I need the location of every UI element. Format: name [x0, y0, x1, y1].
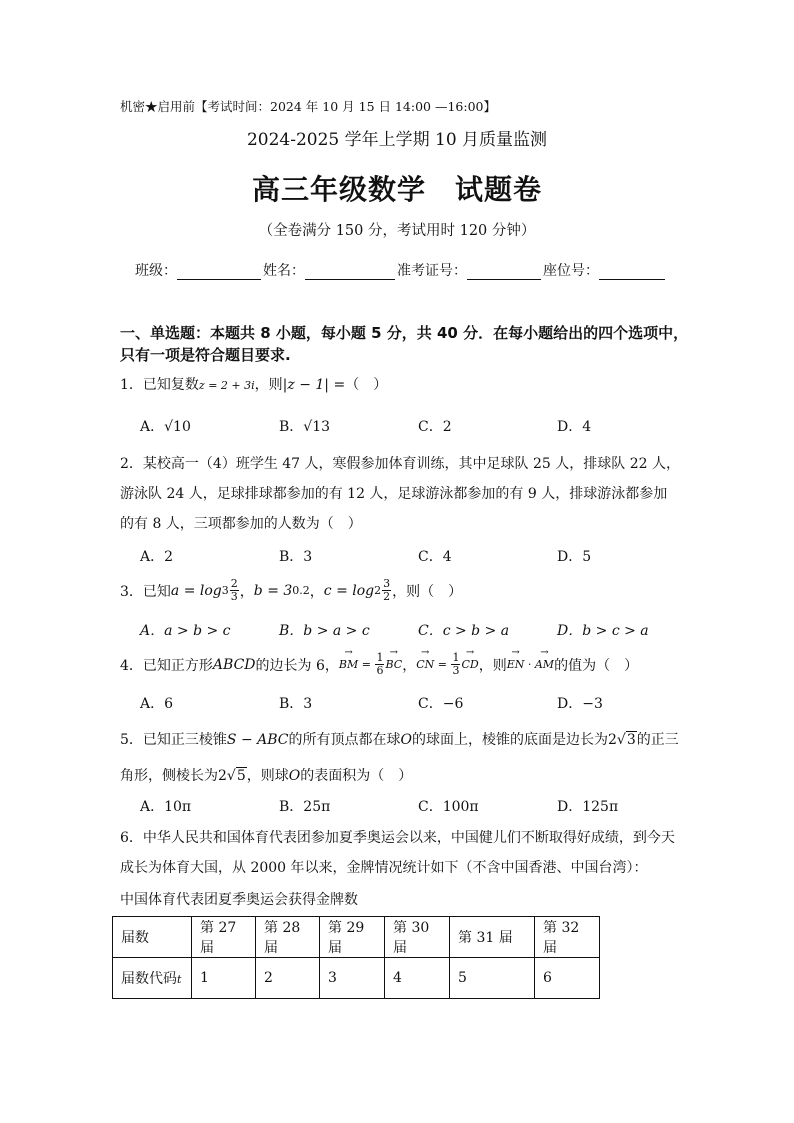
q4-prefix: 4．已知正方形 — [120, 657, 213, 674]
table-caption: 中国体育代表团夏季奥运会获得金牌数 — [120, 892, 358, 908]
q5-pyramid: S − ABC — [226, 732, 289, 748]
question-3: 3．已知 a = log 3 $\frac{2}{3}$ ， b = 3 0.2 ， c = log 2 $\frac{3}{2}$ ，则（ ） — [120, 577, 463, 603]
q2-option-d[interactable]: D．5 — [557, 549, 592, 565]
table-cell: 第 31 届 — [450, 917, 535, 958]
q3-a-base: 3 — [221, 584, 229, 597]
q4-vec-am: → AM — [535, 658, 554, 671]
q3-option-c[interactable]: C．c > b > a — [418, 623, 510, 639]
q2-options — [140, 546, 696, 566]
exam-id-blank[interactable] — [467, 265, 541, 280]
section-heading: 一、单选题：本题共 8 小题，每小题 5 分，共 40 分．在每小题给出的四个选项中，只有一项是符合题目要求. — [120, 324, 689, 364]
q5-prefix: 5．已知正三棱锥 — [120, 732, 227, 748]
class-label: 班级： — [135, 263, 177, 279]
table-cell: 3 — [320, 958, 385, 999]
q3-c-expr: c = log — [323, 582, 375, 599]
q1-prefix: 1．已知复数 — [120, 377, 199, 393]
name-label: 姓名： — [263, 263, 305, 279]
q5-option-c[interactable]: C．100π — [418, 799, 479, 815]
table-header-cell: 届数代码t — [113, 958, 192, 999]
q1-expr2: |z − 1| — [282, 377, 330, 393]
q3-c-frac: $\frac{3}{2}$ — [383, 577, 391, 603]
q5-end: 的正三 — [636, 732, 679, 748]
table-cell: 4 — [385, 958, 450, 999]
table-var-t: t — [177, 973, 182, 986]
q1-options — [140, 416, 696, 436]
q4-square: ABCD — [212, 656, 256, 673]
table-header-cell: 届数 — [113, 917, 192, 958]
q5-line2-prefix: 角形，侧棱长为 — [120, 768, 218, 784]
question-1 — [120, 374, 387, 394]
q4-then: ，则 — [478, 657, 507, 674]
page-title: 高三年级数学 试题卷 — [251, 173, 542, 206]
q4-mid: 的边长为 6， — [255, 657, 339, 674]
confidential-note: 机密★启用前【考试时间：2024 年 10 月 15 日 14:00 —16:00】 — [120, 99, 496, 114]
q1-suffix: =（ ） — [329, 377, 388, 393]
q4-option-b[interactable]: B．3 — [279, 696, 313, 712]
q1-expr: z = 2 + 3i — [198, 379, 255, 392]
q1-option-c[interactable]: C．2 — [418, 419, 452, 435]
table-cell: 1 — [192, 958, 256, 999]
q5-mid: 的所有顶点都在球 — [288, 732, 401, 748]
question-2: 2．某校高一（4）班学生 47 人，寒假参加体育训练，其中足球队 25 人，排球队 22 人，游泳队 24 人，足球排球都参加的有 12 人，足球游泳都参加的有 9 人，排球游泳都参加的有 8 人，三项都参加的人数为（ ） — [120, 456, 680, 532]
name-blank[interactable] — [305, 265, 395, 280]
q4-option-a[interactable]: A．6 — [140, 696, 174, 712]
q3-prefix: 3．已知 — [120, 583, 171, 600]
q5-side-coef: 2 — [218, 768, 227, 784]
score-note: （全卷满分 150 分，考试用时 120 分钟） — [258, 223, 536, 239]
q4-vec-en: → EN — [507, 658, 525, 671]
q3-a-expr: a = log — [170, 582, 222, 599]
table-cell: 第 30 届 — [385, 917, 450, 958]
q2-option-c[interactable]: C．4 — [418, 549, 452, 565]
q3-b-expr: b = 3 — [253, 582, 293, 599]
q4-option-d[interactable]: D．−3 — [557, 696, 603, 712]
gold-medal-table — [112, 916, 600, 999]
q4-vec-cn: → CN — [416, 658, 434, 671]
question-4: 4．已知正方形 ABCD 的边长为 6， → BM = $\frac{1}{6}$ → BC ， → CN = $\frac{1}{3}$ → CD ，则 → EN · → AM 的值为（ ） — [120, 652, 638, 677]
q5-sphere: O — [400, 732, 412, 748]
q5-option-a[interactable]: A．10π — [140, 799, 192, 815]
q3-c-base: 2 — [374, 584, 382, 597]
table-cell: 第 32 届 — [535, 917, 600, 958]
student-info-row — [135, 260, 667, 280]
table-cell: 6 — [535, 958, 600, 999]
q1-option-b[interactable]: B．√13 — [279, 419, 331, 435]
q4-frac2: $\frac{1}{3}$ — [452, 651, 460, 677]
q3-suffix: ，则（ ） — [392, 583, 463, 600]
table-cell: 第 28 届 — [256, 917, 320, 958]
q5-option-b[interactable]: B．25π — [279, 799, 331, 815]
q4-options — [140, 693, 696, 713]
q1-mid: ，则 — [254, 377, 283, 393]
q4-suffix: 的值为（ ） — [554, 657, 639, 674]
exam-id-label: 准考证号： — [397, 263, 467, 279]
q4-vec-bc: → BC — [385, 658, 402, 671]
q5-options — [140, 796, 696, 816]
q3-option-d[interactable]: D．b > c > a — [557, 623, 649, 639]
table-cell: 5 — [450, 958, 535, 999]
q4-option-c[interactable]: C．−6 — [418, 696, 464, 712]
q3-option-a[interactable]: A．a > b > c — [140, 623, 231, 639]
class-blank[interactable] — [177, 265, 261, 280]
q5-sphere2: O — [288, 768, 301, 784]
table-cell: 第 27 届 — [192, 917, 256, 958]
table-row — [113, 917, 600, 958]
q5-option-d[interactable]: D．125π — [557, 799, 619, 815]
question-5-line-2: 角形，侧棱长为2√5，则球O的表面积为（ ） — [120, 768, 413, 784]
question-6: 6．中华人民共和国体育代表团参加夏季奥运会以来，中国健儿们不断取得好成绩，到今天成长为体育大国，从 2000 年以来，金牌情况统计如下（不含中国香港、中国台湾）： — [120, 830, 675, 876]
table-cell: 2 — [256, 958, 320, 999]
q5-line2-suffix: 的表面积为（ ） — [300, 768, 413, 784]
seat-label: 座位号： — [543, 263, 599, 279]
q4-frac1: $\frac{1}{6}$ — [376, 651, 384, 677]
q1-option-d[interactable]: D．4 — [557, 419, 592, 435]
q3-option-b[interactable]: B．b > a > c — [279, 623, 370, 639]
exam-name: 2024-2025 学年上学期 10 月质量监测 — [246, 130, 548, 150]
q5-line2-mid: ，则球 — [246, 768, 289, 784]
question-5-line-1: 5．已知正三棱锥S − ABC的所有顶点都在球O的球面上，棱锥的底面是边长为2√3的正三 — [120, 732, 679, 748]
q5-suffix: 的球面上，棱锥的底面是边长为 — [412, 732, 608, 748]
q3-b-exp: 0.2 — [292, 584, 310, 597]
q3-a-frac: $\frac{2}{3}$ — [230, 577, 238, 603]
q4-vec-cd: → CD — [461, 658, 478, 671]
q3-options — [140, 620, 696, 640]
q5-base-rad: 3 — [626, 732, 636, 748]
q4-vec-bm: → BM — [339, 658, 358, 671]
seat-blank[interactable] — [599, 265, 665, 280]
q1-option-a[interactable]: A．√10 — [140, 419, 191, 435]
table-cell: 第 29 届 — [320, 917, 385, 958]
table-row — [113, 958, 600, 999]
q2-option-b[interactable]: B．3 — [279, 549, 313, 565]
q2-option-a[interactable]: A．2 — [140, 549, 174, 565]
q5-side-rad: 5 — [236, 768, 246, 784]
q5-base-coef: 2 — [608, 732, 617, 748]
